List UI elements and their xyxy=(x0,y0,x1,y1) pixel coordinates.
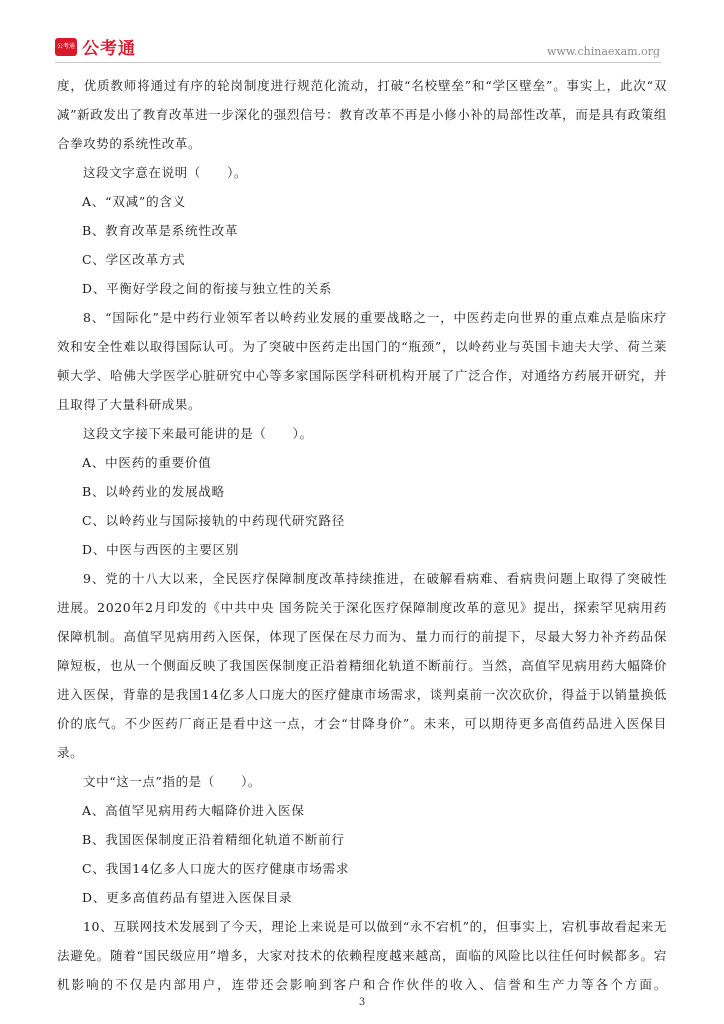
q9-paragraph: 9、党的十八大以来，全民医疗保障制度改革持续推进，在破解看病难、看病贵问题上取得了突破性进展。2020年2月印发的《中共中央 国务院关于深化医疗保障制度改革的意见》提出，探索罕见病用药保障机制。高值罕见病用药入医保，体现了医保在尽力而为、量力而行的前提下，尽最大努力补齐药品保障短板，也从一个侧面反映了我国医保制度正沿着精细化轨道不断前行。当然，高值罕见病用药大幅降价进入医保，背靠的是我国14亿多人口庞大的医疗健康市场需求，谈判桌前一次次砍价，得益于以销量换低价的底气。不少医药厂商正是看中这一点，才会“甘降身价”。未来，可以期待更多高值药品进入医保目录。 xyxy=(57,571,667,760)
logo-text: 公考通 xyxy=(82,39,136,59)
page-header xyxy=(0,0,724,64)
q9-question: 文中“这一点”指的是（ ）。 xyxy=(83,774,262,789)
q9-option-b: B、我国医保制度正沿着精细化轨道不断前行 xyxy=(82,832,345,847)
q8-question: 这段文字接下来最可能讲的是（ ）。 xyxy=(83,426,313,441)
intro-option-c: C、学区改革方式 xyxy=(82,252,186,267)
q8-paragraph: 8、“国际化”是中药行业领军者以岭药业发展的重要战略之一，中医药走向世界的重点难点是临床疗效和安全性难以取得国际认可。为了突破中医药走出国门的“瓶颈”，以岭药业与英国卡迪夫大学、荷兰莱顿大学、哈佛大学医学心脏研究中心等多家国际医学科研机构开展了广泛合作，对通络方药展开研究，并且取得了大量科研成果。 xyxy=(57,310,667,412)
q9-option-a: A、高值罕见病用药大幅降价进入医保 xyxy=(82,803,305,818)
header-divider xyxy=(55,62,661,63)
page-number: 3 xyxy=(358,997,366,1008)
intro-option-a: A、“双减”的含义 xyxy=(82,194,187,209)
logo-badge: 公考通 xyxy=(55,38,77,56)
intro-option-b: B、教育改革是系统性改革 xyxy=(82,223,239,238)
q9-option-d: D、更多高值药品有望进入医保目录 xyxy=(82,890,293,905)
q8-option-a: A、中医药的重要价值 xyxy=(82,455,212,470)
q8-option-d: D、中医与西医的主要区别 xyxy=(82,542,240,557)
q9-option-c: C、我国14亿多人口庞大的医疗健康市场需求 xyxy=(82,861,350,876)
q10-paragraph: 10、互联网技术发展到了今天，理论上来说是可以做到“永不宕机”的，但事实上，宕机事故看起来无法避免。随着“国民级应用”增多，大家对技术的依赖程度越来越高，面临的风险比以往任何时候都多。宕机影响的不仅是内部用户，连带还会影响到客户和合作伙伴的收入、信誉和生产力等各个方面。 xyxy=(57,919,667,992)
intro-question: 这段文字意在说明（ ）。 xyxy=(83,165,248,180)
site-url[interactable]: www.chinaexam.org xyxy=(547,45,660,58)
q8-option-c: C、以岭药业与国际接轨的中药现代研究路径 xyxy=(82,513,346,528)
document-body xyxy=(57,71,667,999)
brand-logo[interactable] xyxy=(55,34,136,59)
q8-option-b: B、以岭药业的发展战略 xyxy=(82,484,225,499)
intro-paragraph: 度，优质教师将通过有序的轮岗制度进行规范化流动，打破“名校壁垒”和“学区壁垒”。事实上，此次“双减”新政发出了教育改革进一步深化的强烈信号：教育改革不再是小修小补的局部性改革，而是具有政策组合拳攻势的系统性改革。 xyxy=(57,78,667,151)
intro-option-d: D、平衡好学段之间的衔接与独立性的关系 xyxy=(82,281,333,296)
